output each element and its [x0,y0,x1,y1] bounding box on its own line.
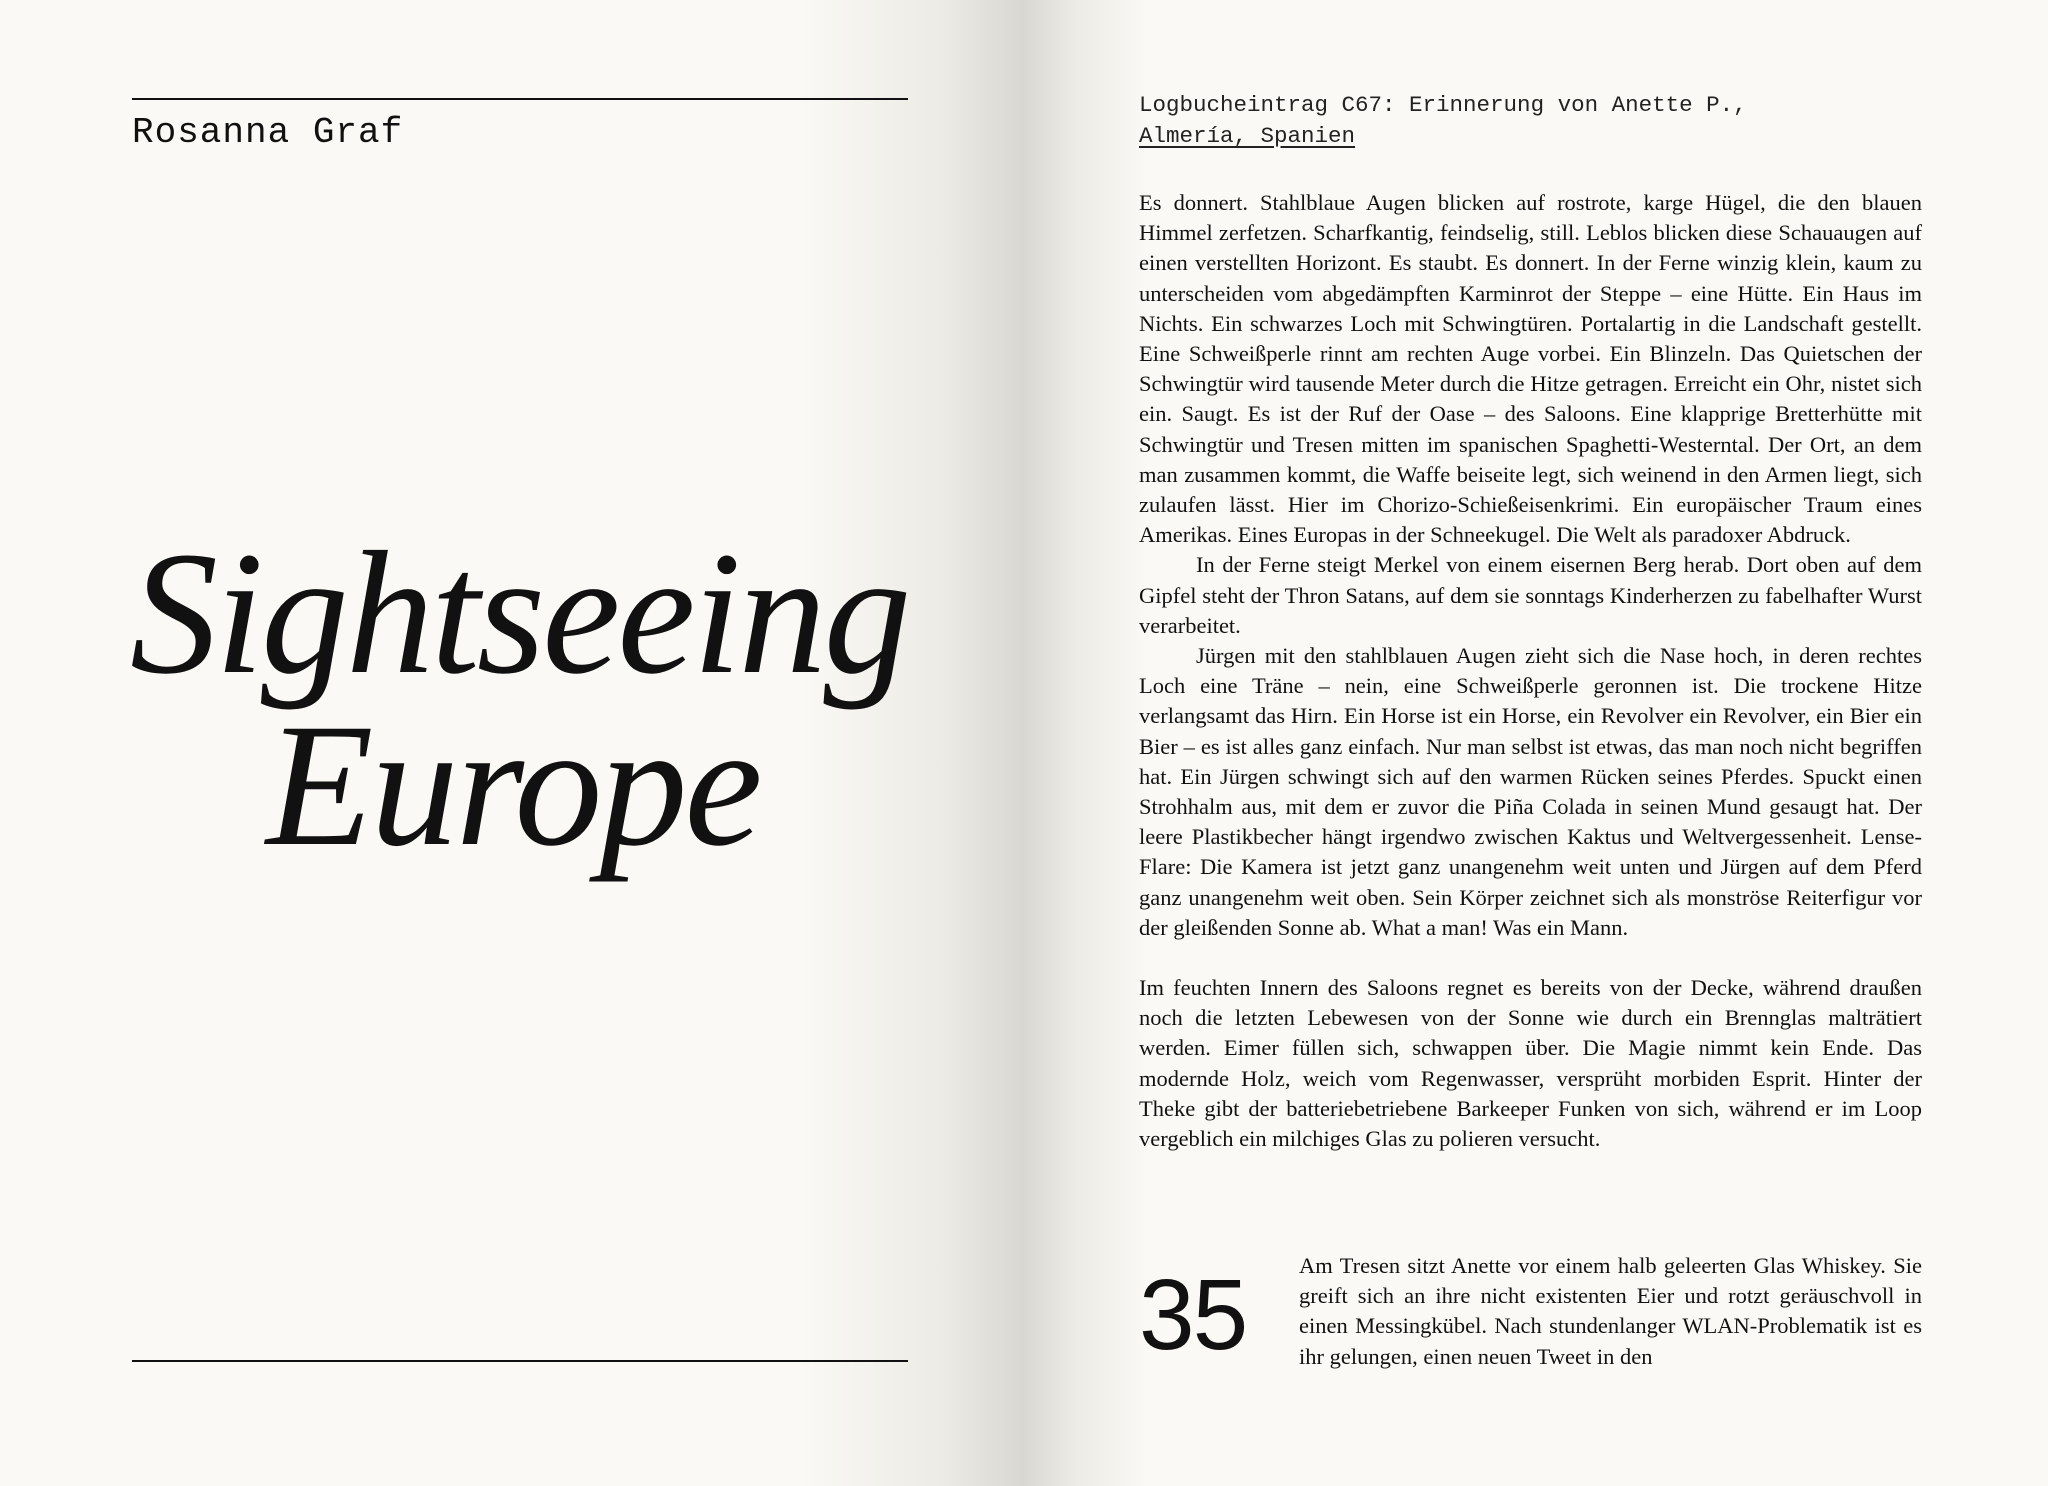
paragraph-4: Im feuchten Innern des Saloons regnet es bereits von der Decke, während draußen noch die letzten Lebewesen von der Sonne wie durch ein Brennglas malträtiert werden. Eimer füllen sich, schwappen über. Die Magie nimmt kein Ende. Das modernde Holz, weich vom Regenwasser, versprüht morbiden Esprit. Hinter der Theke gibt der batteriebetriebene Barkeeper Funken von sich, während er im Loop vergeblich ein milchiges Glas zu polieren versucht. [1139,975,1922,1152]
paragraph-5: Am Tresen sitzt Anette vor einem halb geleerten Glas Whiskey. Sie greift sich an ihre nicht existenten Eier und rotzt geräuschvoll in einen Messingkübel. Nach stundenlanger WLAN-Problematik ist es ihr gelungen, einen neuen Tweet in den [1299,1253,1922,1369]
body-text [1139,188,1922,1154]
closing-text-block [1139,1251,1922,1372]
paragraph-2: In der Ferne steigt Merkel von einem eisernen Berg herab. Dort oben auf dem Gipfel steht der Thron Satans, auf dem sie sonntags Kinderherzen zu fabelhafter Wurst verarbeitet. [1139,552,1922,638]
log-entry-location: Almería, Spanien [1139,123,1356,149]
bottom-rule [132,1360,908,1362]
log-entry-line: Logbucheintrag C67: Erinnerung von Anette P., [1139,92,1747,118]
log-entry-heading [1139,90,1939,152]
author-name: Rosanna Graf [132,112,404,153]
chapter-title [130,516,930,883]
title-line-2: Europe [266,688,760,883]
top-rule [132,98,908,100]
page-number: 35 [1139,1259,1247,1371]
title-line-1: Sightseeing [130,516,909,711]
paragraph-1: Es donnert. Stahlblaue Augen blicken auf rostrote, karge Hügel, die den blauen Himmel zerfetzen. Scharfkantig, feindselig, still. Leblos blicken diese Schauaugen auf einen verstellten Horizont. Es staubt. Es donnert. In der Ferne winzig klein, kaum zu unterscheiden vom abgedämpften Karminrot der Steppe – eine Hütte. Ein Haus im Nichts. Ein schwarzes Loch mit Schwingtüren. Portalartig in die Landschaft gestellt. Eine Schweißperle rinnt am rechten Auge vorbei. Ein Blinzeln. Das Quietschen der Schwingtür wird tausende Meter durch die Hitze getragen. Erreicht ein Ohr, nistet sich ein. Saugt. Es ist der Ruf der Oase – des Saloons. Eine klapprige Bretterhütte mit Schwingtür und Tresen mitten im spanischen Spaghetti-Westerntal. Der Ort, an dem man zusammen kommt, die Waffe beiseite legt, sich weinend in den Armen liegt, sich zulaufen lässt. Hier im Chorizo-Schießeisenkrimi. Ein europäischer Traum eines Amerikas. Eines Europas in der Schneekugel. Die Welt als paradoxer Abdruck. [1139,190,1922,548]
paragraph-3: Jürgen mit den stahlblauen Augen zieht sich die Nase hoch, in deren rechtes Loch eine Träne – nein, eine Schweißperle geronnen ist. Die trockene Hitze verlangsamt das Hirn. Ein Horse ist ein Horse, ein Revolver ein Revolver, ein Bier ein Bier – es ist alles ganz einfach. Nur man selbst ist etwas, das man noch nicht begriffen hat. Ein Jürgen schwingt sich auf den warmen Rücken seines Pferdes. Spuckt einen Strohhalm aus, mit dem er zuvor die Piña Colada in seinen Mund gesaugt hat. Der leere Plastikbecher hängt irgendwo zwischen Kaktus und Weltvergessenheit. Lense-Flare: Die Kamera ist jetzt ganz unangenehm weit unten und Jürgen auf dem Pferd ganz unangenehm weit oben. Sein Körper zeichnet sich als monströse Reiterfigur vor der gleißenden Sonne ab. What a man! Was ein Mann. [1139,643,1922,940]
